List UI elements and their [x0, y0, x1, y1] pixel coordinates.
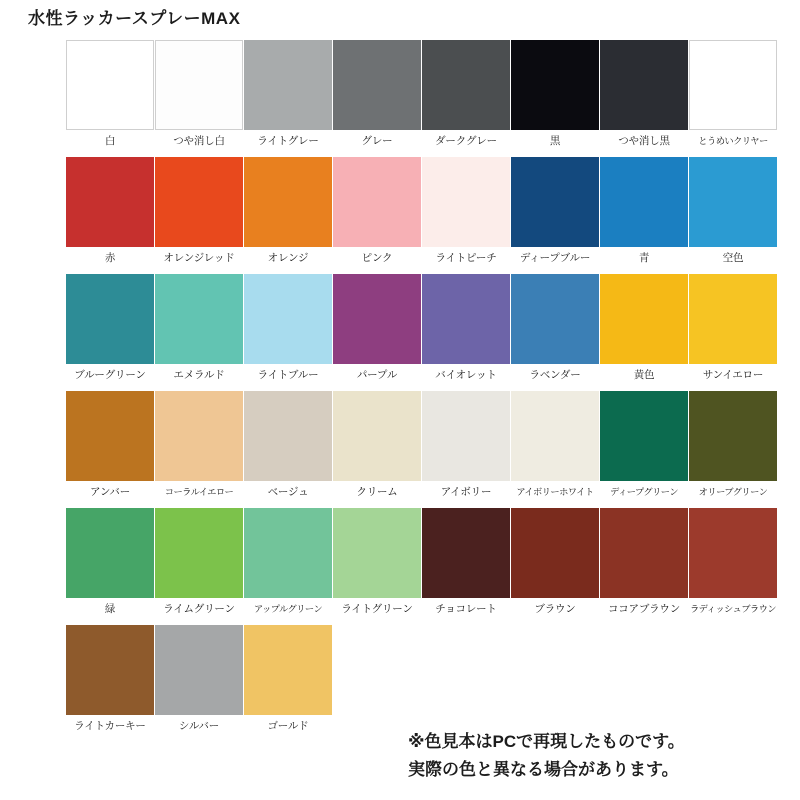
- color-swatch[interactable]: [66, 508, 154, 616]
- color-swatch-label: ブルーグリーン: [74, 369, 146, 381]
- page-title: 水性ラッカースプレーMAX: [28, 9, 241, 28]
- color-swatch[interactable]: [511, 391, 599, 499]
- color-swatch[interactable]: [422, 157, 510, 265]
- color-swatch-label: 黄色: [633, 369, 655, 381]
- color-swatch-chip[interactable]: [689, 40, 777, 130]
- color-swatch-chip[interactable]: [333, 391, 421, 481]
- color-swatch-chip[interactable]: [244, 274, 332, 364]
- color-swatch[interactable]: [155, 391, 243, 499]
- color-swatch-chip[interactable]: [155, 274, 243, 364]
- color-swatch[interactable]: [155, 625, 243, 733]
- color-swatch-label: 黒: [549, 135, 561, 147]
- color-swatch[interactable]: [333, 40, 421, 148]
- color-swatch[interactable]: [511, 274, 599, 382]
- color-swatch-label: 赤: [104, 252, 116, 264]
- color-swatch[interactable]: [244, 625, 332, 733]
- color-swatch-chip[interactable]: [422, 157, 510, 247]
- color-swatch-label: つや消し白: [173, 135, 225, 147]
- color-swatch-label: アップルグリーン: [253, 604, 323, 614]
- color-swatch-label: アンバー: [89, 486, 131, 498]
- color-swatch[interactable]: [66, 157, 154, 265]
- color-swatch-label: ココアブラウン: [607, 603, 681, 615]
- color-swatch-label: コーラルイエロー: [164, 487, 234, 497]
- color-swatch-chip[interactable]: [422, 508, 510, 598]
- color-swatch-chip[interactable]: [244, 391, 332, 481]
- color-swatch[interactable]: [244, 508, 332, 616]
- color-swatch-label: エメラルド: [173, 369, 225, 381]
- color-swatch-chip[interactable]: [511, 40, 599, 130]
- color-swatch[interactable]: [333, 157, 421, 265]
- color-swatch[interactable]: [333, 391, 421, 499]
- color-swatch-label: 青: [638, 252, 650, 264]
- swatch-row: [66, 40, 780, 148]
- color-swatch-label: ブラウン: [534, 603, 576, 615]
- color-swatch-label: ゴールド: [267, 720, 309, 732]
- color-swatch[interactable]: [244, 391, 332, 499]
- color-swatch-label: シルバー: [178, 720, 220, 732]
- disclaimer-note: [408, 728, 800, 784]
- color-swatch[interactable]: [511, 157, 599, 265]
- color-swatch[interactable]: [600, 40, 688, 148]
- color-swatch-chip[interactable]: [600, 157, 688, 247]
- color-swatch-label: 空色: [722, 252, 744, 264]
- color-swatch[interactable]: [66, 625, 154, 733]
- color-swatch[interactable]: [244, 274, 332, 382]
- color-swatch-chip[interactable]: [155, 508, 243, 598]
- swatch-row: [66, 391, 780, 499]
- color-swatch-label: ディープブルー: [519, 252, 591, 264]
- color-swatch-label: ライトブルー: [257, 369, 319, 381]
- color-swatch-label: 緑: [104, 603, 116, 615]
- color-swatch[interactable]: [66, 40, 154, 148]
- color-swatch-label: パープル: [356, 369, 398, 381]
- color-swatch-chip[interactable]: [600, 391, 688, 481]
- color-swatch-chip[interactable]: [689, 274, 777, 364]
- swatch-grid: [66, 40, 780, 742]
- color-swatch[interactable]: [422, 391, 510, 499]
- color-swatch-label: つや消し黒: [618, 135, 670, 147]
- color-swatch-chip[interactable]: [689, 157, 777, 247]
- color-swatch-label: ライムグリーン: [163, 603, 235, 615]
- color-swatch-chip[interactable]: [66, 625, 154, 715]
- swatch-row: [66, 508, 780, 616]
- color-swatch[interactable]: [600, 508, 688, 616]
- color-swatch[interactable]: [689, 391, 777, 499]
- color-swatch-chip[interactable]: [244, 40, 332, 130]
- color-swatch-label: ラディッシュブラウン: [689, 604, 777, 614]
- color-swatch-chip[interactable]: [333, 157, 421, 247]
- color-swatch[interactable]: [66, 391, 154, 499]
- color-swatch[interactable]: [155, 274, 243, 382]
- color-swatch-chip[interactable]: [66, 274, 154, 364]
- disclaimer-line-1: ※色見本はPCで再現したものです。: [408, 732, 685, 751]
- color-swatch[interactable]: [511, 508, 599, 616]
- color-swatch[interactable]: [600, 274, 688, 382]
- color-swatch-chip[interactable]: [333, 508, 421, 598]
- color-swatch-label: ディープグリーン: [610, 487, 678, 497]
- color-swatch-chip[interactable]: [600, 508, 688, 598]
- color-swatch[interactable]: [66, 274, 154, 382]
- color-swatch-chip[interactable]: [333, 40, 421, 130]
- color-swatch-chip[interactable]: [155, 157, 243, 247]
- color-swatch-label: ベージュ: [267, 486, 309, 498]
- color-swatch[interactable]: [600, 391, 688, 499]
- color-swatch[interactable]: [689, 157, 777, 265]
- color-swatch[interactable]: [689, 274, 777, 382]
- color-swatch[interactable]: [422, 508, 510, 616]
- color-swatch[interactable]: [600, 157, 688, 265]
- color-swatch-label: ラベンダー: [529, 369, 581, 381]
- color-swatch-chip[interactable]: [66, 391, 154, 481]
- color-swatch[interactable]: [422, 274, 510, 382]
- color-swatch-chip[interactable]: [689, 391, 777, 481]
- color-swatch-chip[interactable]: [511, 157, 599, 247]
- color-swatch[interactable]: [155, 40, 243, 148]
- color-swatch-chip[interactable]: [66, 508, 154, 598]
- color-swatch-chip[interactable]: [155, 625, 243, 715]
- color-swatch[interactable]: [244, 157, 332, 265]
- color-swatch-label: アイボリーホワイト: [516, 487, 594, 497]
- color-swatch[interactable]: [155, 508, 243, 616]
- color-swatch[interactable]: [155, 157, 243, 265]
- swatch-row: [66, 274, 780, 382]
- color-swatch-label: アイボリー: [440, 486, 492, 498]
- color-swatch-label: 白: [104, 135, 116, 147]
- color-swatch-label: クリーム: [356, 486, 398, 498]
- color-swatch-label: バイオレット: [435, 369, 497, 381]
- color-swatch-label: オレンジ: [267, 252, 309, 264]
- color-swatch-label: チョコレート: [435, 603, 497, 615]
- color-swatch[interactable]: [333, 508, 421, 616]
- color-swatch-chip[interactable]: [155, 40, 243, 130]
- color-swatch-chip[interactable]: [511, 274, 599, 364]
- color-swatch-label: ライトカーキー: [74, 720, 146, 732]
- color-swatch-chip[interactable]: [244, 508, 332, 598]
- swatch-row: [66, 157, 780, 265]
- color-swatch-chip[interactable]: [155, 391, 243, 481]
- color-swatch-label: とうめいクリヤー: [698, 136, 768, 146]
- color-swatch[interactable]: [689, 40, 777, 148]
- color-swatch-chip[interactable]: [422, 274, 510, 364]
- color-swatch-label: ライトグレー: [257, 135, 319, 147]
- color-swatch-label: ライトピーチ: [435, 252, 497, 264]
- color-swatch-chip[interactable]: [600, 40, 688, 130]
- color-swatch-chip[interactable]: [66, 157, 154, 247]
- color-swatch-label: ダークグレー: [435, 135, 497, 147]
- color-swatch-chip[interactable]: [689, 508, 777, 598]
- color-swatch-chip[interactable]: [422, 40, 510, 130]
- color-swatch-label: ピンク: [361, 252, 393, 264]
- color-swatch-label: オリーブグリーン: [698, 487, 768, 497]
- color-swatch[interactable]: [244, 40, 332, 148]
- color-swatch-label: オレンジレッド: [163, 252, 235, 264]
- color-swatch-chip[interactable]: [333, 274, 421, 364]
- color-swatch-label: サンイエロー: [702, 369, 764, 381]
- color-swatch-chip[interactable]: [66, 40, 154, 130]
- swatch-row: [66, 625, 780, 733]
- color-swatch-label: ライトグリーン: [341, 603, 413, 615]
- color-swatch-chip[interactable]: [244, 625, 332, 715]
- color-swatch-chip[interactable]: [600, 274, 688, 364]
- color-swatch-chip[interactable]: [511, 391, 599, 481]
- color-swatch[interactable]: [511, 40, 599, 148]
- disclaimer-line-2: 実際の色と異なる場合があります。: [408, 760, 679, 779]
- color-swatch[interactable]: [333, 274, 421, 382]
- color-swatch-chip[interactable]: [244, 157, 332, 247]
- color-swatch-chip[interactable]: [511, 508, 599, 598]
- color-swatch-chip[interactable]: [422, 391, 510, 481]
- color-swatch[interactable]: [422, 40, 510, 148]
- color-swatch[interactable]: [689, 508, 777, 616]
- color-swatch-label: グレー: [361, 135, 393, 147]
